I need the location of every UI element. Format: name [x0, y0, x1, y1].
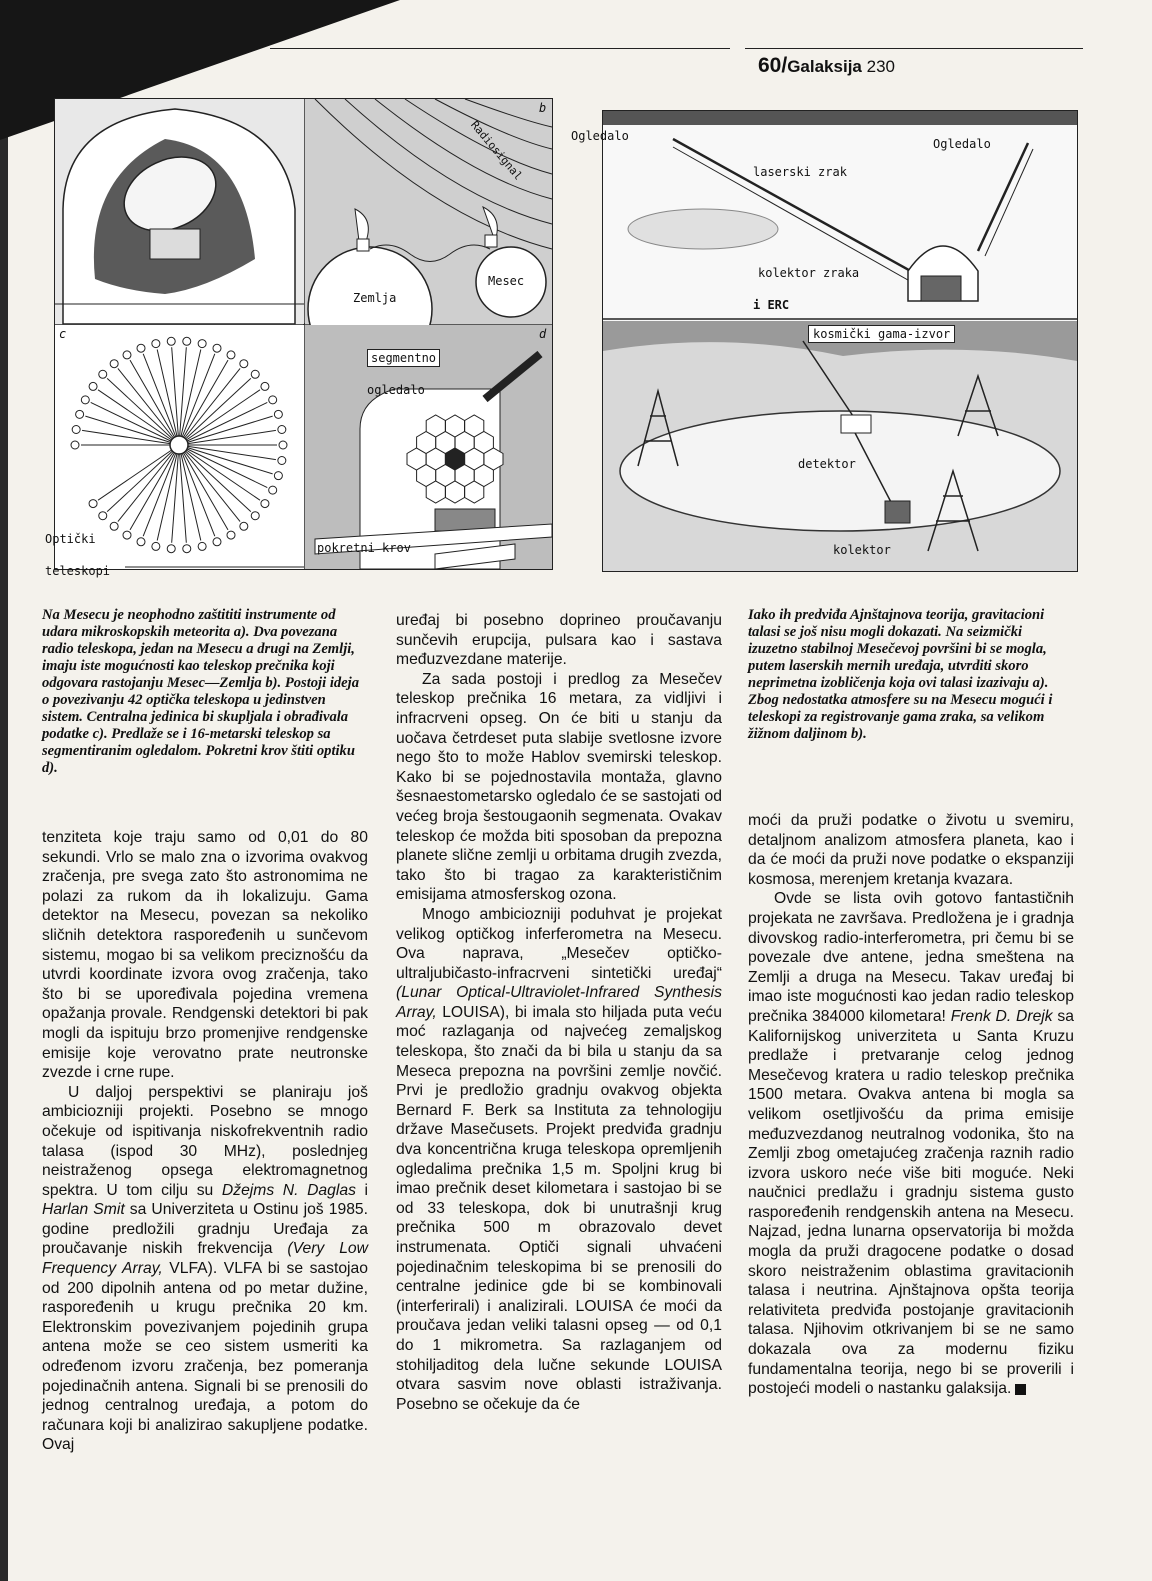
- caption-left: [42, 607, 364, 777]
- col1-paragraph-2: [42, 1083, 368, 1455]
- caption-right: [748, 607, 1073, 743]
- issue-number: 230: [866, 57, 895, 76]
- label-ogledalo-right: Ogledalo: [933, 137, 991, 151]
- page-edge-shadow: [0, 0, 8, 1581]
- figure-lunar-telescopes-art: [55, 99, 552, 569]
- col2-p3-b: LOUISA), bi imala sto hiljada puta veću moć razlaganja od najvećeg zemaljskog teleskopa, što znači da bi bila u stanju da sa Meseca prepozna na površini zemlje novčić. Prvi je predložio gradnju ovakvog objekta Bernard F. Berk sa Instituta za tehnologiju države Masečusets. Projekt predviđa gradnju dva koncentrična kruga teleskopa opremljenih ogledalima prečnika 1,5 m. Spoljni krug bi imao prečnik deset kilometara i sastojao bi se od 33 teleskopa, dok bi unutrašnji krug prečnika 500 m obrazovalo devet instrumenata. Optiči signali uhvaćeni pojedinačnim teleskopima bi se prenosili do centralne jedinice gde bi se kombinovali (interferirali) i analizirali. LOUISA će moći da proučava jedan veliki talasni opseg — od 0,1 do 1 mikrometra. Sa razlaganjem od stohiljaditog dela lučne sekunde LOUISA otvara sasvim nove oblasti istraživanja. Posebno se očekuje da će: [396, 1003, 722, 1413]
- column-2: [396, 611, 722, 1414]
- col3-p2-a: Ovde se lista ovih gotovo fantastičnih projekata ne završava. Predložena je i gradnja divovskog radio-interferometra, pri čemu bi se povezale dve antene, jedna smeštena na Zemlji a druga na Mesecu. Takav uređaj bi imao iste mogućnosti kao jedan radio teleskop prečnika 384000 kilometara!: [748, 890, 1074, 1025]
- col3-paragraph-2: [748, 889, 1074, 1398]
- col3-p2-italic: Frenk D. Drejk: [950, 1007, 1053, 1025]
- label-mesec: Mesec: [488, 274, 525, 288]
- label-ogledalo: ogledalo: [367, 383, 425, 397]
- header-rule-right: [745, 48, 1083, 49]
- label-i-erc: i ERC: [753, 298, 790, 312]
- label-pokretni-krov: pokretni krov: [317, 541, 411, 555]
- col1-p2-name1: Džejms N. Daglas: [221, 1181, 356, 1199]
- column-3: [748, 811, 1074, 1399]
- label-teleskopi: teleskopi: [45, 564, 111, 578]
- col1-p2-name2: Harlan Smit: [42, 1201, 125, 1219]
- col1-p2-c: VLFA). VLFA bi se sastojao od 200 dipolnih antena od po metar dužine, raspoređenih u krugu prečnika 20 km. Elektronskim povezivanjem pojedinih grupa antena može se ceo sistem usmeriti ka određenom izvoru zračenja, bez pomeranja pojedinačnih antena. Signali bi se prenosili do jednog centralnog uređaja, a potom do računara koji bi analizirao sakupljene podatke. Ovaj: [42, 1260, 368, 1454]
- label-laserski-zrak: laserski zrak: [753, 165, 847, 179]
- col2-p3-italic: (Lunar Optical-Ultraviolet-Infrared Synthesis Array,: [396, 984, 722, 1021]
- panel-label-d: d: [539, 327, 547, 341]
- col2-paragraph-3: [396, 905, 722, 1414]
- col1-p2-i: i: [355, 1181, 369, 1199]
- column-1: [42, 828, 368, 1455]
- label-segmentno: segmentno: [367, 349, 440, 367]
- col2-paragraph-1: uređaj bi posebno doprineo proučavanju sunčevih erupcija, pulsara kao i sastava međuzvezdane materije.: [396, 612, 722, 669]
- caption-right-text: Iako ih predviđa Ajnštajnova teorija, gravitacioni talasi se još nisu mogli dokazati. Na seizmički izuzetno stabilnoj Mesečevoj površini bi se mogla, putem laserskih mernih uređaja, utvrditi skoro neprimetna izobličenja koja ovi talasi izazivaju a). Zbog nedostatka atmosfere su na Mesecu mogući i teleskopi za registrovanje gama zraka, sa velikom žižnom daljinom b).: [748, 607, 1053, 742]
- figure-lunar-telescopes: [54, 98, 553, 570]
- col1-p2-a: U daljoj perspektivi se planiraju još ambiciozniji projekti. Posebno se mnogo očekuje od ispitivanja niskofrekventnih radio talasa (ispod 30 MHz), poslednjeg neistraženog opsega elektromagnetnog spektra. U tom cilju su: [42, 1083, 368, 1199]
- header-rule-left: [270, 48, 730, 49]
- caption-left-text: Na Mesecu je neophodno zaštititi instrumente od udara mikroskopskih meteorita a). Dva povezana radio teleskopa, jedan na Mesecu a drugi na Zemlji, imaju iste mogućnosti kao teleskop prečnika koji odgovara rastojanju Mesec—Zemlja b). Postoji ideja o povezivanju 42 optička teleskopa u jedinstven sistem. Centralna jedinica bi skupljala i obrađivala podatke c). Predlaže se i 16-metarski teleskop sa segmentiranim ogledalom. Pokretni krov štiti optiku d).: [42, 607, 359, 776]
- figure-lunar-detectors: [571, 110, 1078, 572]
- label-ogledalo-left: Ogledalo: [571, 129, 629, 143]
- page-header: [758, 54, 895, 78]
- col1-paragraph-1: tenziteta koje traju samo od 0,01 do 80 sekundi. Vrlo se malo zna o izvorima ovakvog zračenja, pre svega zato što astronomima ne polazi za rukom da ih lokalizuju. Gama detektor na Mesecu, povezan sa nekoliko sličnih detektora raspoređenih u sunčevom sistemu, mogao bi sa velikom preciznošću da utvrdi koordinate izvora ovog zračenja, tako što bi se upoređivala pojedina vremena opažanja provale. Rendgenski detektori bi pak mogli da ispituju brzo promenjive rendgenske emisije koje verovatno prate neutronske zvezde i crne rupe.: [42, 829, 368, 1082]
- label-radiosignal: Radiosignal: [468, 118, 525, 183]
- label-kolektor: kolektor: [833, 543, 891, 557]
- col1-p2-italic: (Very Low Frequency Array,: [42, 1240, 368, 1278]
- col2-p3-a: Mnogo ambiciozniji poduhvat je projekat velikog optičkog inferferometra na Mesecu. Ova naprava, „Mesečev optičko-ultraljubičasto-infracrveni sintetički uređaj“: [396, 905, 722, 982]
- label-zemlja: Zemlja: [353, 291, 397, 305]
- col2-paragraph-2: Za sada postoji i predlog za Mesečev teleskop prečnika 16 metara, za vidljivi i infracrveni opseg. On će biti u stanju da uočava četrdeset puta slabije svetlosne izvore nego što to može Hablov svemirski teleskop. Kako bi se pojednostavila montaža, glavno šesnaestometarsko ogledalo će se sastojati od većeg broja šestougaonih segmenata. Ovakav teleskop će možda biti sposoban da prepozna planete slične zemlji u orbitama drugih zvezda, tako što bi tragao za karakterističnim emisijama atmosferskog ozona.: [396, 670, 722, 904]
- magazine-name: Galaksija: [787, 57, 862, 76]
- panel-label-c: c: [59, 327, 67, 341]
- label-detektor: detektor: [798, 457, 856, 471]
- col3-p2-b: sa Kalifornijskog univerziteta u Santa Kruzu predlaže i pretvaranje celog jednog Mesečevog kratera u radio teleskop prečnika 1500 metara. Ovakva antena bi mogla sa velikom osetljivošću da prima emisije međuzvezdanog neutralnog vodonika, što na Zemlji zbog ometajućeg zračenja raznih radio izvora uskoro neće više biti moguće. Neki naučnici predlažu i gradnju sistema gusto raspoređenih rendgenskih antena na Mesecu. Najzad, jedna lunarna opservatorija bi možda mogla da pruži dragocene podatke o dosad skoro neistraženim oblastima gravitacionih talasa i neutrina. Ajnštajnova opšta teorija relativiteta predviđa postojanje gravitacionih talasa. Njihovim otkrivanjem bi se ne samo dokazala ova za modernu fiziku fundamentalna teorija, nego bi se proverili i postojeći modeli o nastanku galaksija.: [748, 1007, 1074, 1398]
- label-kosmicki-gama-izvor: kosmički gama-izvor: [808, 325, 955, 343]
- col3-paragraph-1: moći da pruži podatke o životu u svemiru, detaljnom analizom atmosfera planeta, kao i da će moći da pruži nove podatke o ekspanziji kosmosa, merenjem kretanja kvazara.: [748, 812, 1074, 888]
- col1-p2-b: sa Univerziteta u Ostinu još 1985. godine predložili gradnju Uređaja za proučavanje niskih frekvencija: [42, 1201, 369, 1258]
- page-number: 60/: [758, 54, 788, 77]
- end-of-article-mark: [1015, 1384, 1026, 1395]
- panel-label-b: b: [539, 101, 547, 115]
- label-kolektor-zraka: kolektor zraka: [758, 266, 860, 280]
- label-opticki: Optički: [45, 532, 96, 546]
